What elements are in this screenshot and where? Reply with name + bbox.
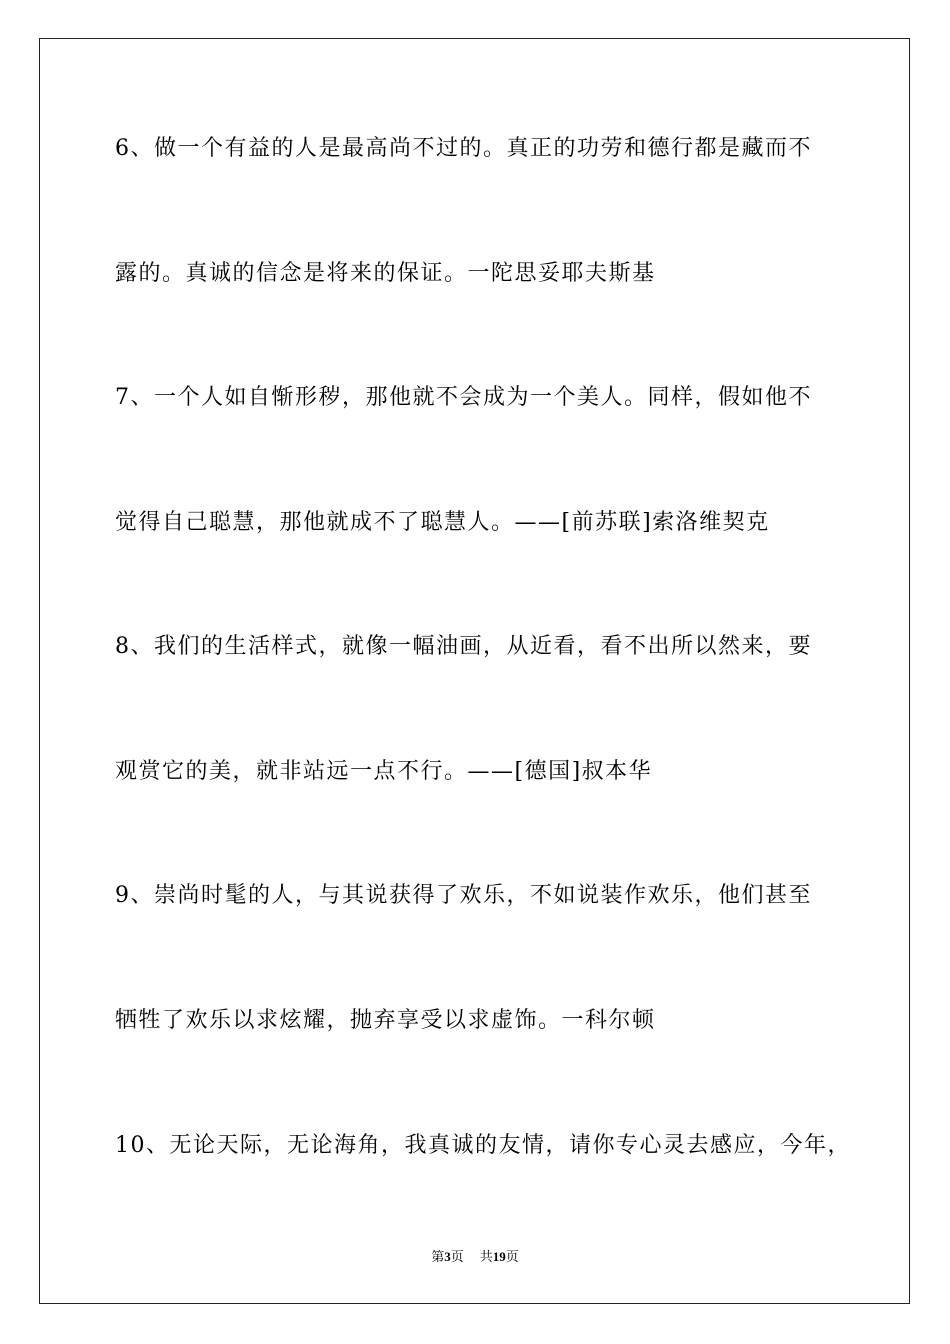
total-suffix: 页 <box>505 1249 519 1264</box>
text-line-2: 露的。真诚的信念是将来的保证。一陀思妥耶夫斯基 <box>115 261 656 286</box>
text-line-1: 6、做一个有益的人是最高尚不过的。真正的功劳和德行都是藏而不 <box>115 136 812 161</box>
page-suffix: 页 <box>450 1249 464 1264</box>
text-line-6: 观赏它的美，就非站远一点不行。——[德国]叔本华 <box>115 759 653 784</box>
text-line-9: 10、无论天际，无论海角，我真诚的友情，请你专心灵去感应，今年， <box>115 1133 851 1158</box>
text-line-4: 觉得自己聪慧，那他就成不了聪慧人。——[前苏联]索洛维契克 <box>115 510 770 535</box>
page-border <box>39 38 910 1304</box>
page-footer <box>0 1248 950 1266</box>
page-prefix: 第 <box>431 1249 445 1264</box>
text-line-5: 8、我们的生活样式，就像一幅油画，从近看，看不出所以然来，要 <box>115 634 812 659</box>
text-line-7: 9、崇尚时髦的人，与其说获得了欢乐，不如说装作欢乐，他们甚至 <box>115 883 812 908</box>
text-line-3: 7、一个人如自惭形秽，那他就不会成为一个美人。同样，假如他不 <box>115 385 812 410</box>
text-line-8: 牺牲了欢乐以求炫耀，抛弃享受以求虚饰。一科尔顿 <box>115 1008 656 1033</box>
page-current: 3 <box>444 1249 451 1264</box>
page-total: 19 <box>492 1249 506 1264</box>
total-prefix: 共 <box>479 1249 493 1264</box>
